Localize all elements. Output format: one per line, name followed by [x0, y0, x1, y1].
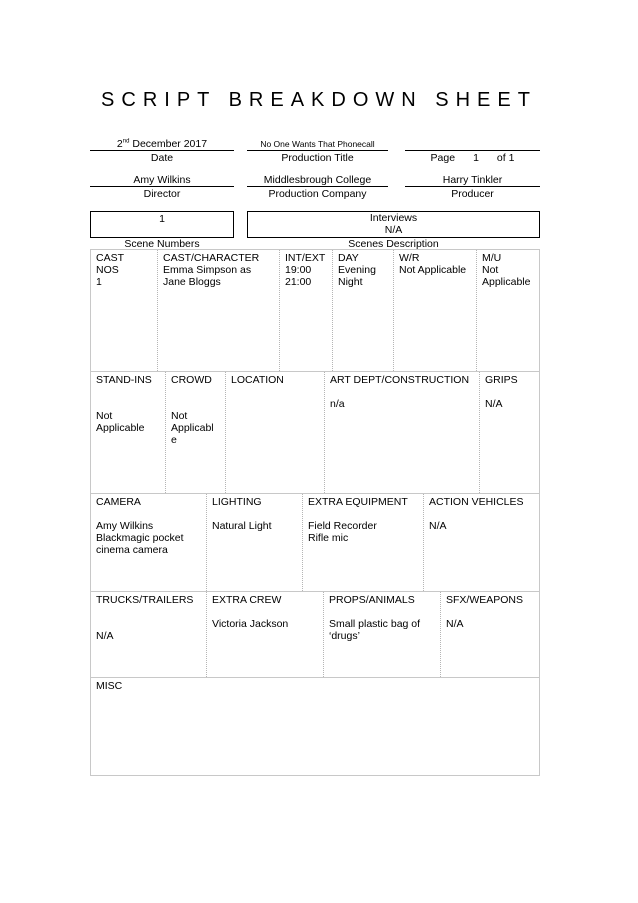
director-value: Amy Wilkins: [90, 174, 234, 187]
extra-crew-cell: EXTRA CREW Victoria Jackson: [207, 592, 324, 677]
sfx-weapons-cell: SFX/WEAPONS N/A: [446, 594, 524, 630]
trucks-trailers-cell: TRUCKS/TRAILERS N/A: [91, 592, 207, 677]
stand-ins-cell: STAND-INS Not Applicable: [91, 372, 166, 493]
date-value: 2nd December 2017: [90, 138, 234, 151]
page-value-line: [405, 138, 540, 151]
scene-description-line1: Interviews: [369, 212, 418, 224]
breakdown-grid: [90, 249, 540, 776]
grid-row-misc: [91, 678, 539, 775]
grid-row-trucks: [91, 592, 539, 678]
wr-cell: W/R Not Applicable: [394, 250, 477, 371]
cast-nos-cell: CAST NOS 1: [91, 250, 158, 371]
lighting-cell: LIGHTING Natural Light: [207, 494, 303, 591]
scene-numbers-label: Scene Numbers: [124, 238, 200, 250]
page-number: 1: [473, 152, 479, 164]
production-title-value: No One Wants That Phonecall: [247, 138, 388, 151]
int-ext-cell: INT/EXT 19:00 21:00: [280, 250, 333, 371]
crowd-cell: CROWD Not Applicabl e: [166, 372, 226, 493]
production-company-field: [247, 174, 388, 201]
misc-cell: MISC: [96, 680, 123, 692]
sheet-title: SCRIPT BREAKDOWN SHEET: [101, 89, 537, 111]
page-label-text: Page: [430, 152, 456, 164]
day-cell: DAY Evening Night: [333, 250, 394, 371]
location-cell: LOCATION: [226, 372, 325, 493]
production-company-label: Production Company: [268, 188, 367, 200]
extra-equipment-cell: EXTRA EQUIPMENT Field Recorder Rifle mic: [303, 494, 424, 591]
grid-row-cast: [91, 250, 539, 372]
mu-cell: M/U Not Applicable: [482, 252, 531, 288]
page-field: [405, 138, 540, 165]
director-label: Director: [143, 188, 181, 200]
production-company-value: Middlesbrough College: [247, 174, 388, 187]
producer-field: [405, 174, 540, 201]
art-dept-cell: ART DEPT/CONSTRUCTION n/a: [325, 372, 480, 493]
grid-row-camera: [91, 494, 539, 592]
scene-description-line2: N/A: [384, 224, 403, 236]
scene-number-value: 1: [159, 213, 165, 225]
scene-number-box: [90, 211, 234, 238]
producer-label: Producer: [451, 188, 494, 200]
grips-cell: GRIPS N/A: [485, 374, 518, 410]
cast-nos-value: 1: [96, 276, 102, 288]
producer-value: Harry Tinkler: [405, 174, 540, 187]
director-field: [90, 174, 234, 201]
date-label: Date: [150, 152, 174, 164]
date-field: [90, 138, 234, 165]
grid-row-standins: [91, 372, 539, 494]
props-animals-cell: PROPS/ANIMALS Small plastic bag of ‘drugs’: [324, 592, 441, 677]
action-vehicles-cell: ACTION VEHICLES N/A: [429, 496, 524, 532]
scenes-description-label: Scenes Description: [348, 238, 439, 250]
camera-cell: CAMERA Amy Wilkins Blackmagic pocket cinema camera: [91, 494, 207, 591]
page-of: of 1: [496, 152, 515, 164]
cast-character-cell: CAST/CHARACTER Emma Simpson as Jane Bloggs: [158, 250, 280, 371]
production-title-label: Production Title: [281, 152, 354, 164]
production-title-field: [247, 138, 388, 165]
page-label: [405, 151, 540, 165]
scene-description-box: [247, 211, 540, 238]
